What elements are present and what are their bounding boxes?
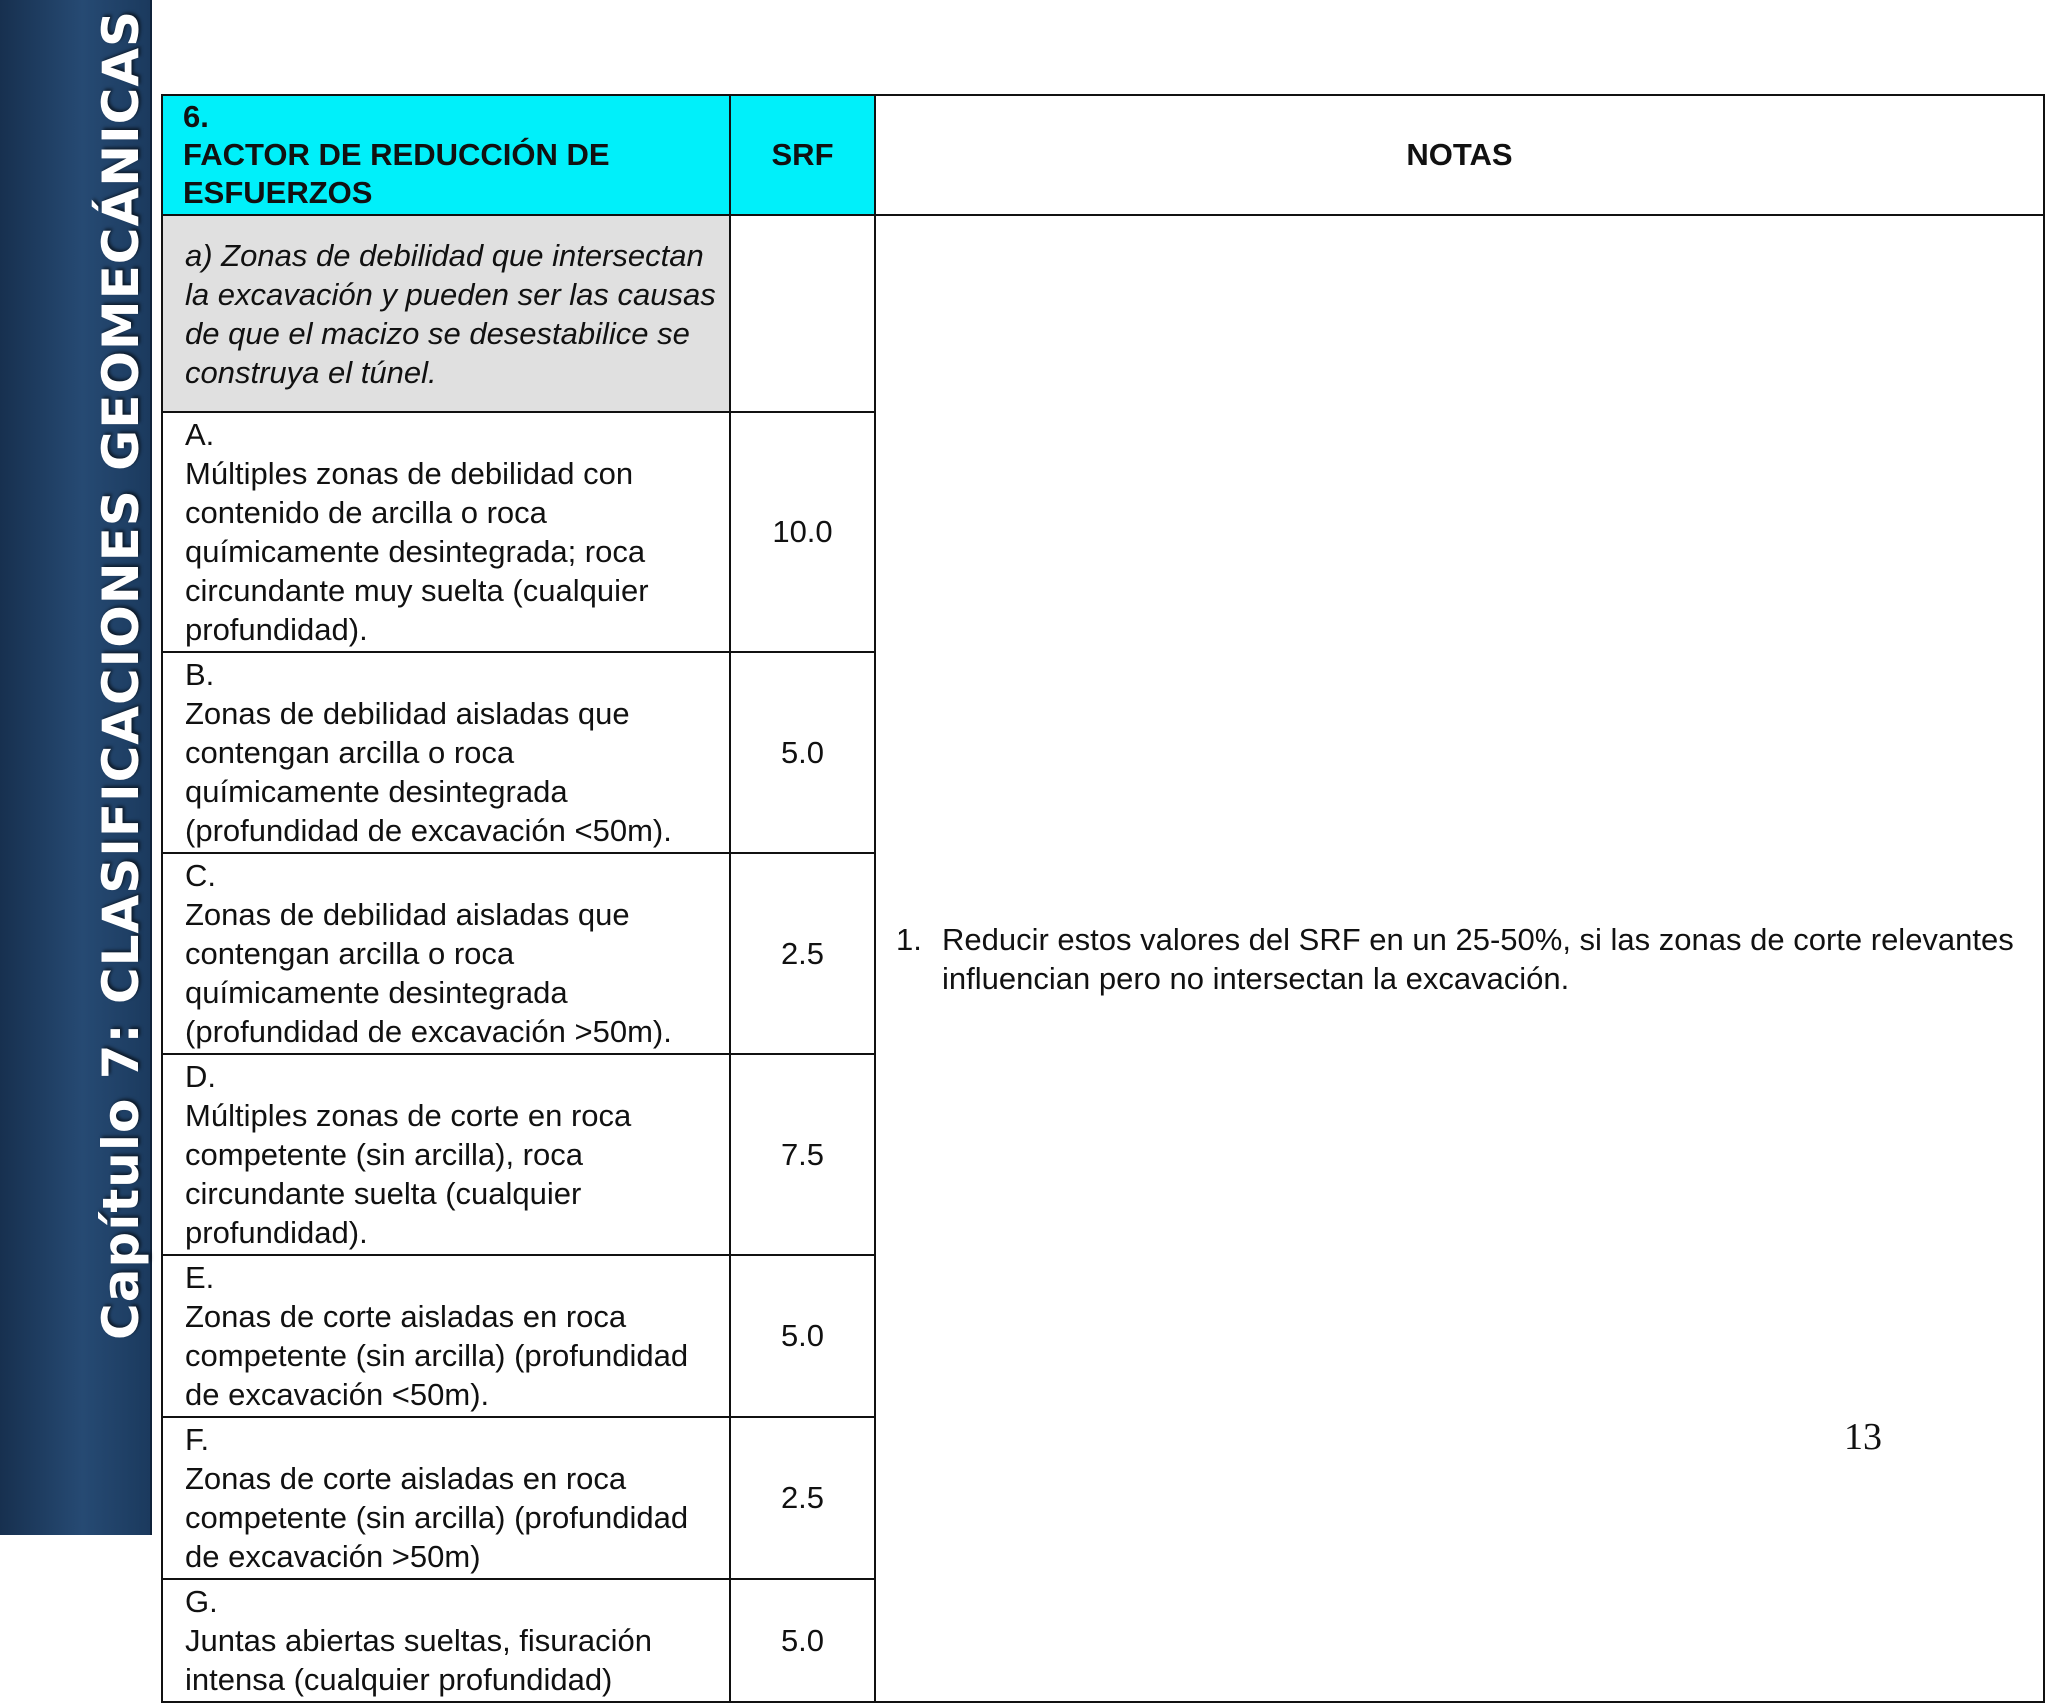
header-title: FACTOR DE REDUCCIÓN DE ESFUERZOS xyxy=(183,137,610,210)
row-srf: 2.5 xyxy=(730,853,875,1054)
row-letter: E. xyxy=(185,1260,215,1295)
row-letter: B. xyxy=(185,657,215,692)
header-srf: SRF xyxy=(730,95,875,215)
notes-cell xyxy=(875,215,2044,1702)
page-number: 13 xyxy=(1844,1416,1882,1458)
row-text: Zonas de debilidad aisladas que contengan arcilla o roca químicamente desintegrada (profundidad de excavación >50m). xyxy=(185,897,672,1049)
row-text: Múltiples zonas de corte en roca competente (sin arcilla), roca circundante suelta (cualquier profundidad). xyxy=(185,1098,632,1250)
row-srf: 10.0 xyxy=(730,412,875,652)
header-factor xyxy=(162,95,730,215)
row-text: Zonas de corte aisladas en roca competente (sin arcilla) (profundidad de excavación <50m). xyxy=(185,1299,689,1412)
table-header-row xyxy=(162,95,2044,215)
row-letter: D. xyxy=(185,1059,216,1094)
row-description xyxy=(162,1054,730,1255)
section-a-description: a) Zonas de debilidad que intersectan la excavación y pueden ser las causas de que el macizo se desestabilice se construya el túnel. xyxy=(162,215,730,412)
row-text: Juntas abiertas sueltas, fisuración intensa (cualquier profundidad) xyxy=(185,1623,652,1697)
header-number: 6. xyxy=(183,99,209,134)
row-text: Zonas de corte aisladas en roca competente (sin arcilla) (profundidad de excavación >50m) xyxy=(185,1461,689,1574)
row-srf: 5.0 xyxy=(730,652,875,853)
row-srf: 7.5 xyxy=(730,1054,875,1255)
row-letter: G. xyxy=(185,1584,218,1619)
row-letter: C. xyxy=(185,858,216,893)
row-description xyxy=(162,853,730,1054)
header-notes: NOTAS xyxy=(875,95,2044,215)
chapter-title: Capítulo 7: CLASIFICACIONES GEOMECÁNICAS xyxy=(92,9,150,1340)
srf-table xyxy=(161,94,2045,1703)
row-srf: 5.0 xyxy=(730,1579,875,1702)
section-a-srf xyxy=(730,215,875,412)
row-letter: A. xyxy=(185,417,215,452)
row-srf: 5.0 xyxy=(730,1255,875,1417)
row-description xyxy=(162,1417,730,1579)
sidebar xyxy=(0,0,152,1535)
note-number: 1. xyxy=(896,921,922,957)
row-description xyxy=(162,652,730,853)
row-text: Zonas de debilidad aisladas que contengan arcilla o roca químicamente desintegrada (profundidad de excavación <50m). xyxy=(185,696,672,848)
row-description xyxy=(162,412,730,652)
row-letter: F. xyxy=(185,1422,210,1457)
note-text: Reducir estos valores del SRF en un 25-50%, si las zonas de corte relevantes influencian pero no intersectan la excavación. xyxy=(942,921,2014,996)
table-row-section-a xyxy=(162,215,2044,412)
row-text: Múltiples zonas de debilidad con contenido de arcilla o roca químicamente desintegrada; roca circundante muy suelta (cualquier profundidad). xyxy=(185,456,649,647)
row-description xyxy=(162,1579,730,1702)
row-description xyxy=(162,1255,730,1417)
row-srf: 2.5 xyxy=(730,1417,875,1579)
